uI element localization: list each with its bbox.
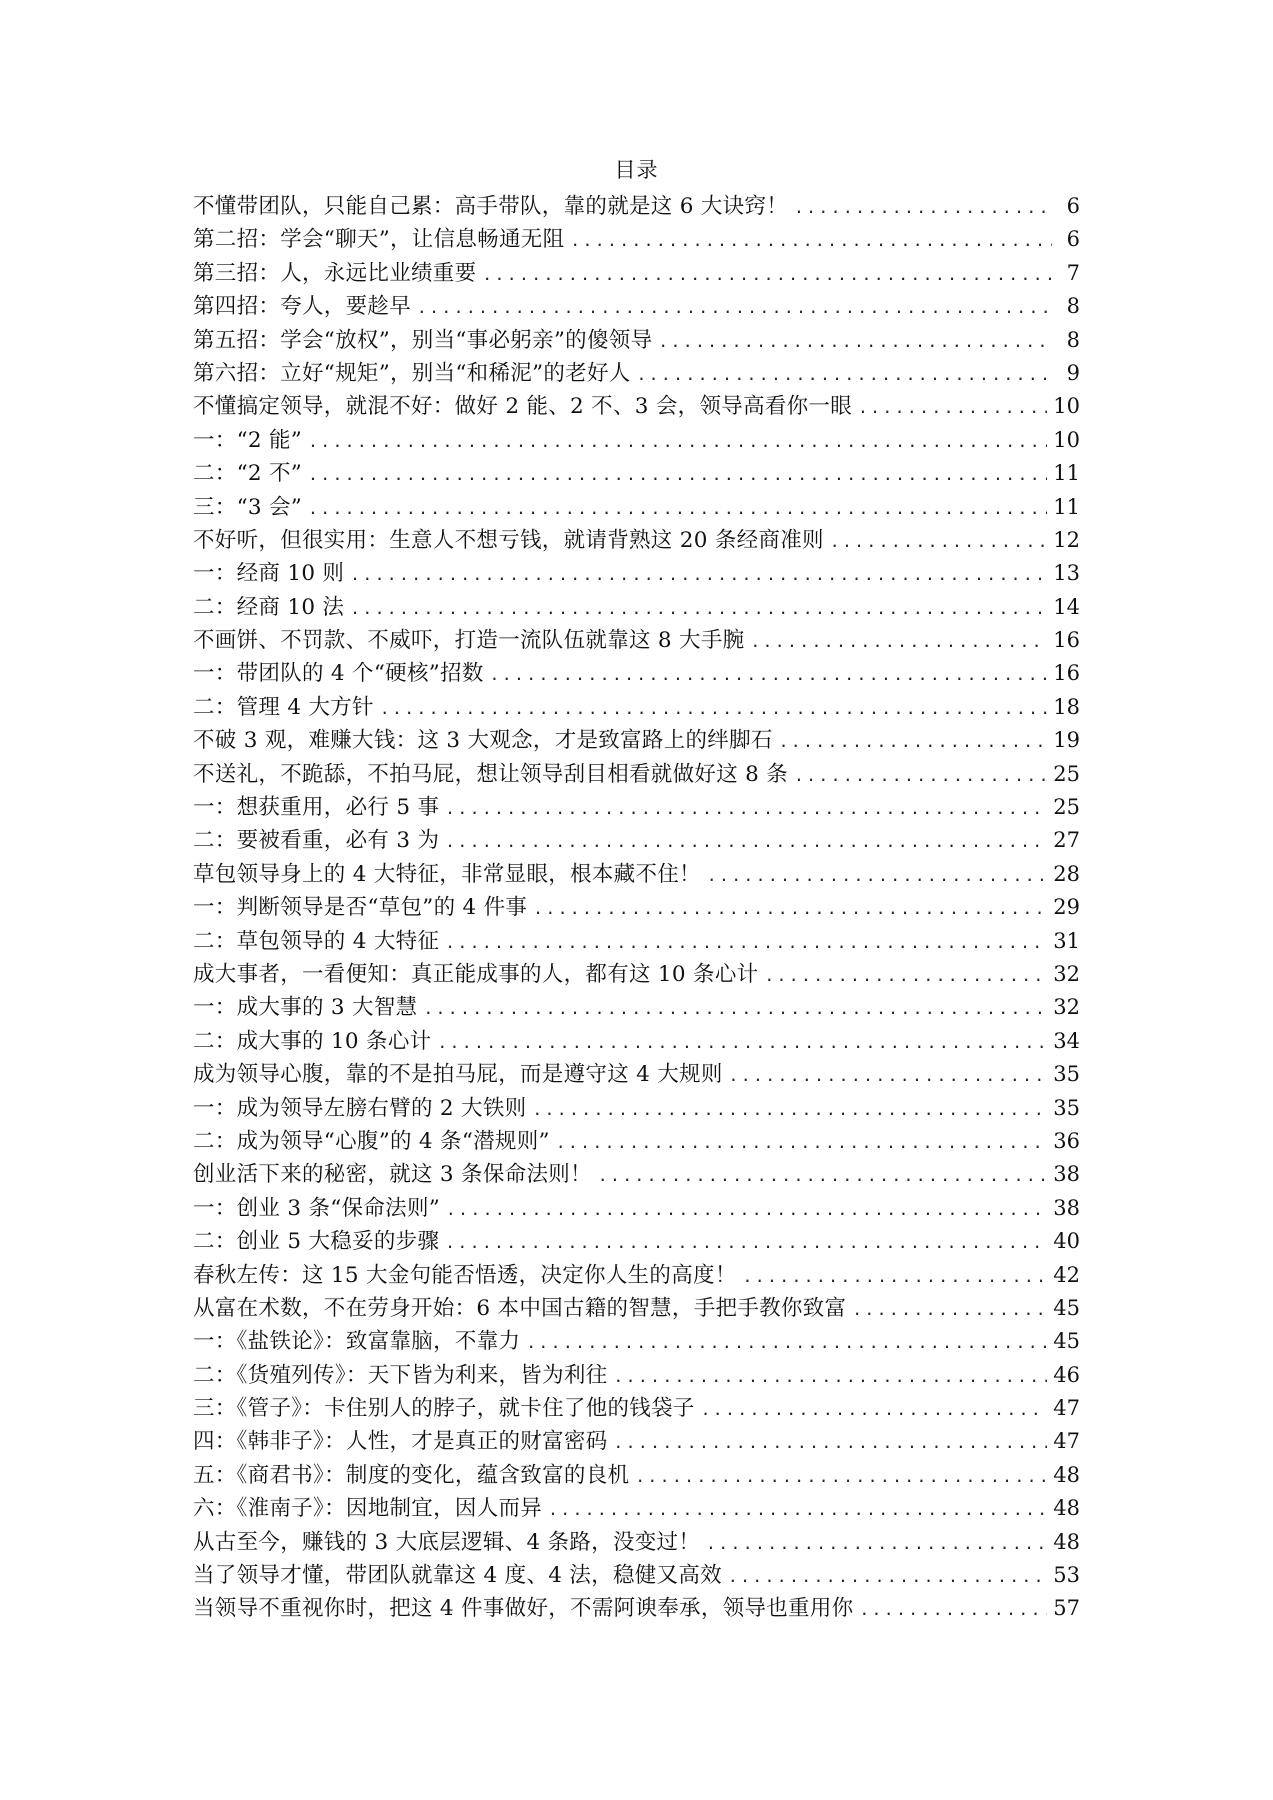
toc-entry[interactable] <box>193 557 1080 590</box>
toc-entry[interactable] <box>193 657 1080 690</box>
toc-entry-title: 从富在术数，不在劳身开始：6 本中国古籍的智慧，手把手教你致富 <box>193 1295 847 1321</box>
toc-entry[interactable] <box>193 1058 1080 1091</box>
toc-page-number: 11 <box>1053 461 1080 486</box>
toc-page-number: 57 <box>1053 1596 1080 1621</box>
toc-entry[interactable] <box>193 691 1080 724</box>
toc-entry-title: 从古至今，赚钱的 3 大底层逻辑、4 条路，没变过！ <box>193 1529 701 1555</box>
toc-page-number: 25 <box>1053 761 1080 786</box>
toc-entry-title: 二：经商 10 法 <box>193 594 345 620</box>
toc-dot-leader <box>614 1426 1048 1458</box>
toc-dot-leader <box>445 926 1047 958</box>
toc-page-number: 14 <box>1053 594 1080 619</box>
toc-dot-leader <box>437 1026 1047 1058</box>
toc-dot-leader <box>729 1059 1048 1091</box>
toc-entry-title: 不送礼，不跪舔，不拍马屁，想让领导刮目相看就做好这 8 条 <box>193 761 789 787</box>
toc-entry[interactable] <box>193 290 1080 323</box>
toc-dot-leader <box>446 1193 1047 1225</box>
toc-entry[interactable] <box>193 1425 1080 1458</box>
toc-entry-title: 成大事者，一看便知：真正能成事的人，都有这 10 条心计 <box>193 961 759 987</box>
toc-entry-title: 第五招：学会“放权”，别当“事必躬亲”的傻领导 <box>193 327 653 353</box>
toc-entry[interactable] <box>193 1459 1080 1492</box>
toc-entry[interactable] <box>193 1259 1080 1292</box>
toc-entry-title: 春秋左传：这 15 大金句能否悟透，决定你人生的高度！ <box>193 1262 737 1288</box>
toc-page-number: 11 <box>1053 494 1080 519</box>
toc-entry[interactable] <box>193 1092 1080 1125</box>
toc-entry[interactable] <box>193 1492 1080 1525</box>
toc-entry[interactable] <box>193 1158 1080 1191</box>
toc-entry[interactable] <box>193 591 1080 624</box>
toc-entry[interactable] <box>193 257 1080 290</box>
toc-page-number: 31 <box>1053 928 1080 953</box>
toc-entry[interactable] <box>193 1325 1080 1358</box>
toc-entry[interactable] <box>193 190 1080 223</box>
toc-entry[interactable] <box>193 223 1080 256</box>
toc-entry-title: 二：要被看重，必有 3 为 <box>193 828 440 854</box>
toc-page-number: 16 <box>1053 628 1080 653</box>
toc-dot-leader <box>858 391 1047 423</box>
toc-entry-title: 一：《盐铁论》：致富靠脑，不靠力 <box>193 1329 521 1355</box>
toc-entry-title: 三：“3 会” <box>193 494 303 520</box>
toc-dot-leader <box>526 1326 1047 1358</box>
toc-entry-title: 当了领导才懂，带团队就靠这 4 度、4 法，稳健又高效 <box>193 1563 722 1589</box>
toc-entry-title: 四：《韩非子》：人性，才是真正的财富密码 <box>193 1429 608 1455</box>
toc-entry[interactable] <box>193 758 1080 791</box>
toc-entry[interactable] <box>193 1292 1080 1325</box>
toc-page-number: 45 <box>1053 1329 1080 1354</box>
toc-entry[interactable] <box>193 1025 1080 1058</box>
toc-entry[interactable] <box>193 791 1080 824</box>
toc-page-number: 35 <box>1053 1095 1080 1120</box>
toc-dot-leader <box>635 1460 1047 1492</box>
toc-dot-leader <box>308 458 1047 490</box>
toc-page-number: 48 <box>1053 1496 1080 1521</box>
toc-entry-title: 一：带团队的 4 个“硬核”招数 <box>193 661 484 687</box>
toc-dot-leader <box>706 1527 1047 1559</box>
toc-entry-title: 一：成为领导左膀右臂的 2 大铁则 <box>193 1095 527 1121</box>
toc-page-number: 36 <box>1053 1128 1080 1153</box>
toc-entry-title: 三：《管子》：卡住别人的脖子，就卡住了他的钱袋子 <box>193 1396 695 1422</box>
toc-entry[interactable] <box>193 1192 1080 1225</box>
toc-dot-leader <box>533 892 1047 924</box>
toc-page-number: 18 <box>1053 694 1080 719</box>
toc-entry-title: 一：经商 10 则 <box>193 561 345 587</box>
toc-entry-title: 不懂搞定领导，就混不好：做好 2 能、2 不、3 会，领导高看你一眼 <box>193 394 853 420</box>
toc-entry-title: 二：成大事的 10 条心计 <box>193 1028 432 1054</box>
toc-dot-leader <box>350 558 1047 590</box>
toc-dot-leader <box>445 792 1047 824</box>
toc-page-number: 27 <box>1053 828 1080 853</box>
toc-dot-leader <box>707 859 1047 891</box>
toc-entry-title: 成为领导心腹，靠的不是拍马屁，而是遵守这 4 大规则 <box>193 1062 723 1088</box>
toc-entry[interactable] <box>193 1225 1080 1258</box>
toc-page-number: 48 <box>1053 1529 1080 1554</box>
toc-dot-leader <box>350 592 1047 624</box>
toc-page-number: 46 <box>1053 1362 1080 1387</box>
toc-page-number: 53 <box>1053 1563 1080 1588</box>
toc-dot-leader <box>750 625 1047 657</box>
toc-entry[interactable] <box>193 925 1080 958</box>
toc-entry-title: 一：判断领导是否“草包”的 4 件事 <box>193 895 528 921</box>
toc-dot-leader <box>614 1360 1048 1392</box>
toc-entry-title: 二：“2 不” <box>193 461 303 487</box>
toc-page-number: 12 <box>1053 527 1080 552</box>
toc-entry-title: 第四招：夸人，要趁早 <box>193 294 412 320</box>
toc-page-number: 9 <box>1066 360 1080 385</box>
toc-dot-leader <box>308 492 1047 524</box>
toc-entry-title: 五：《商君书》：制度的变化，蕴含致富的良机 <box>193 1462 630 1488</box>
toc-dot-leader <box>490 658 1048 690</box>
toc-entry-title: 一：“2 能” <box>193 427 303 453</box>
toc-dot-leader <box>445 825 1047 857</box>
toc-dot-leader <box>859 1593 1047 1625</box>
toc-entry-title: 二：创业 5 大稳妥的步骤 <box>193 1229 440 1255</box>
toc-entry[interactable] <box>193 424 1080 457</box>
toc-entry-title: 六：《淮南子》：因地制宜，因人而异 <box>193 1496 543 1522</box>
toc-entry-title: 二：管理 4 大方针 <box>193 694 374 720</box>
toc-page-number: 38 <box>1053 1162 1080 1187</box>
toc-page-number: 8 <box>1066 294 1080 319</box>
toc-entry[interactable] <box>193 724 1080 757</box>
toc-entry[interactable] <box>193 891 1080 924</box>
toc-page-number: 34 <box>1053 1028 1080 1053</box>
toc-dot-leader <box>764 959 1047 991</box>
toc-page-number: 7 <box>1066 260 1080 285</box>
toc-dot-leader <box>548 1493 1047 1525</box>
toc-page-number: 10 <box>1053 394 1080 419</box>
toc-list <box>193 190 1080 1626</box>
toc-entry[interactable] <box>193 457 1080 490</box>
toc-entry[interactable] <box>193 1559 1080 1592</box>
toc-dot-leader <box>445 1226 1047 1258</box>
toc-page-number: 42 <box>1053 1262 1080 1287</box>
toc-entry-title: 第二招：学会“聊天”，让信息畅通无阻 <box>193 227 565 253</box>
toc-page-number: 35 <box>1053 1062 1080 1087</box>
toc-entry[interactable] <box>193 824 1080 857</box>
toc-entry[interactable] <box>193 390 1080 423</box>
toc-dot-leader <box>743 1260 1048 1292</box>
toc-dot-leader <box>423 992 1047 1024</box>
toc-entry-title: 不画饼、不罚款、不威吓，打造一流队伍就靠这 8 大手腕 <box>193 628 745 654</box>
toc-entry-title: 一：想获重用，必行 5 事 <box>193 795 440 821</box>
toc-page-number: 40 <box>1053 1229 1080 1254</box>
toc-dot-leader <box>598 1159 1047 1191</box>
toc-dot-leader <box>794 191 1052 223</box>
toc-entry-title: 一：创业 3 条“保命法则” <box>193 1195 441 1221</box>
toc-page-number: 6 <box>1066 194 1080 218</box>
toc-dot-leader <box>728 1560 1047 1592</box>
toc-entry[interactable] <box>193 1592 1080 1625</box>
toc-page-number: 47 <box>1053 1429 1080 1454</box>
toc-entry-title: 当领导不重视你时，把这 4 件事做好，不需阿谀奉承，领导也重用你 <box>193 1596 854 1622</box>
toc-title: 目录 <box>614 158 659 182</box>
toc-entry[interactable] <box>193 991 1080 1024</box>
toc-dot-leader <box>852 1293 1047 1325</box>
toc-page-number: 38 <box>1053 1195 1080 1220</box>
toc-entry[interactable] <box>193 1125 1080 1158</box>
toc-dot-leader <box>308 425 1047 457</box>
toc-entry[interactable] <box>193 858 1080 891</box>
toc-page-number: 10 <box>1053 427 1080 452</box>
toc-entry[interactable] <box>193 1526 1080 1559</box>
toc-entry[interactable] <box>193 1392 1080 1425</box>
toc-dot-leader <box>380 692 1047 724</box>
toc-entry-title: 不懂带团队，只能自己累：高手带队，靠的就是这 6 大诀窍！ <box>193 194 789 219</box>
toc-page-number: 8 <box>1066 327 1080 352</box>
toc-entry[interactable] <box>193 491 1080 524</box>
toc-dot-leader <box>637 358 1052 390</box>
toc-dot-leader <box>779 725 1048 757</box>
toc-dot-leader <box>532 1093 1047 1125</box>
toc-dot-leader <box>570 224 1052 256</box>
toc-entry[interactable] <box>193 958 1080 991</box>
toc-page-number: 19 <box>1053 728 1080 753</box>
toc-page-number: 13 <box>1053 561 1080 586</box>
toc-page-number: 32 <box>1053 995 1080 1020</box>
toc-entry-title: 二：草包领导的 4 大特征 <box>193 928 440 954</box>
toc-entry-title: 二：成为领导“心腹”的 4 条“潜规则” <box>193 1128 550 1154</box>
toc-dot-leader <box>794 759 1047 791</box>
toc-entry[interactable] <box>193 357 1080 390</box>
toc-entry[interactable] <box>193 324 1080 357</box>
toc-entry-title: 第三招：人，永远比业绩重要 <box>193 260 477 286</box>
toc-dot-leader <box>830 525 1047 557</box>
toc-dot-leader <box>701 1393 1048 1425</box>
toc-page-number: 25 <box>1053 795 1080 820</box>
toc-page-number: 6 <box>1066 227 1080 252</box>
toc-dot-leader <box>417 291 1052 323</box>
toc-entry[interactable] <box>193 1359 1080 1392</box>
toc-page-number: 48 <box>1053 1462 1080 1487</box>
toc-entry-title: 不破 3 观，难赚大钱：这 3 大观念，才是致富路上的绊脚石 <box>193 728 773 754</box>
toc-entry[interactable] <box>193 624 1080 657</box>
toc-dot-leader <box>658 325 1052 357</box>
toc-page-number: 32 <box>1053 961 1080 986</box>
toc-page-number: 28 <box>1053 861 1080 886</box>
toc-page-number: 45 <box>1053 1295 1080 1320</box>
toc-dot-leader <box>482 258 1052 290</box>
toc-page-number: 16 <box>1053 661 1080 686</box>
toc-entry-title: 不好听，但很实用：生意人不想亏钱，就请背熟这 20 条经商准则 <box>193 527 824 553</box>
toc-entry-title: 二：《货殖列传》：天下皆为利来，皆为利往 <box>193 1362 608 1388</box>
toc-page-number: 47 <box>1053 1396 1080 1421</box>
toc-entry-title: 一：成大事的 3 大智慧 <box>193 995 418 1021</box>
toc-entry[interactable] <box>193 524 1080 557</box>
toc-dot-leader <box>556 1126 1047 1158</box>
toc-page-number: 29 <box>1053 895 1080 920</box>
toc-entry-title: 草包领导身上的 4 大特征，非常显眼，根本藏不住！ <box>193 861 701 887</box>
toc-entry-title: 创业活下来的秘密，就这 3 条保命法则！ <box>193 1162 592 1188</box>
toc-entry-title: 第六招：立好“规矩”，别当“和稀泥”的老好人 <box>193 360 631 386</box>
